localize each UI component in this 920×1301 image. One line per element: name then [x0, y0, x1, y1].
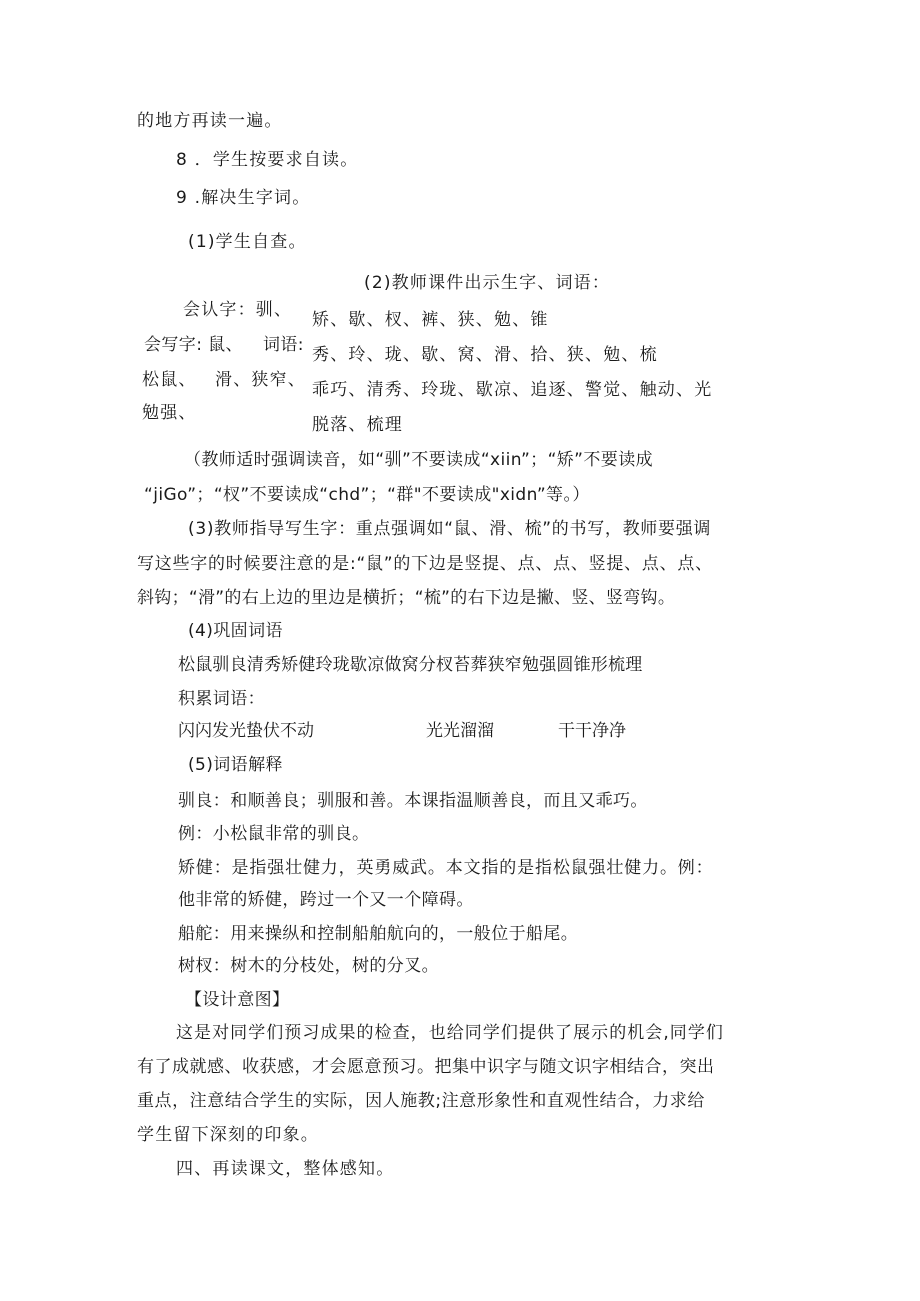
sub-item-2: (2)教师课件出示生字、词语： [364, 273, 611, 293]
example-line: 例：小松鼠非常的驯良。 [178, 824, 370, 844]
words-list: 乖巧、清秀、玲珑、歇凉、追逐、警觉、触动、光 [312, 380, 713, 400]
write-chars-label: 会写字: 鼠、 [144, 335, 243, 355]
word-songshu: 松鼠、 [142, 370, 197, 390]
text-line: 写这些字的时候要注意的是:“鼠”的下边是竖提、点、点、竖提、点、点、 [137, 554, 713, 574]
words-label: 词语: [263, 335, 304, 355]
words-list-cont: 脱落、梳理 [312, 415, 403, 435]
design-intent-heading: 【设计意图】 [185, 990, 290, 1010]
accumulate-words-label: 积累词语： [178, 689, 265, 709]
definition-jiaojian: 矫健：是指强壮健力，英勇威武。本文指的是指松鼠强壮健力。例： [178, 858, 714, 878]
word-mianqiang: 勉强、 [142, 403, 197, 423]
pronunciation-note: （教师适时强调读音，如“驯”不要读成“xiin”；“矫”不要读成 [184, 450, 653, 470]
text-line: 的地方再读一遍。 [137, 111, 283, 131]
text-line: 重点，注意结合学生的实际，因人施教;注意形象性和直观性结合，力求给 [137, 1091, 705, 1111]
text-line: 斜钩；“滑”的右上边的里边是横折；“梳”的右下边是撇、竖、竖弯钩。 [137, 588, 676, 608]
idiom-2: 光光溜溜 [426, 721, 494, 741]
definition-xunliang: 驯良：和顺善良；驯服和善。本课指温顺善良，而且又乖巧。 [178, 791, 648, 811]
section-heading-4: 四、再读课文，整体感知。 [176, 1159, 395, 1179]
recognize-chars-label: 会认字：驯、 [183, 300, 293, 320]
sub-item-3: (3)教师指导写生字：重点强调如“鼠、滑、梳”的书写，教师要强调 [188, 519, 712, 539]
text-line: 这是对同学们预习成果的检查，也给同学们提供了展示的机会,同学们 [176, 1023, 724, 1043]
pronunciation-note-cont: “jiGo”；“杈”不要读成“chd”；“群"不要读成"xidn”等。） [144, 485, 590, 505]
definition-shucha: 树杈：树木的分枝处，树的分叉。 [178, 956, 439, 976]
definition-jiaojian-cont: 他非常的矫健，跨过一个又一个障碍。 [178, 890, 474, 910]
text-line: 有了成就感、收获感，才会愿意预习。把集中识字与随文识字相结合，突出 [137, 1057, 715, 1077]
consolidate-words: 松鼠驯良清秀矫健玲珑歇凉做窝分杈苔葬狭窄勉强圆锥形梳理 [178, 655, 643, 675]
sub-item-4: (4)巩固词语 [188, 621, 283, 641]
recognize-chars-list: 矫、歇、杈、裤、狭、勉、锥 [312, 310, 549, 330]
text-line: 学生留下深刻的印象。 [137, 1125, 319, 1145]
idiom-3: 干干净净 [558, 721, 626, 741]
write-chars-list: 秀、玲、珑、歇、窝、滑、拾、狭、勉、梳 [312, 345, 658, 365]
idiom-1: 闪闪发光蛰伏不动 [178, 721, 314, 741]
definition-chuanduo: 船舵：用来操纵和控制船舶航向的，一般位于船尾。 [178, 924, 579, 944]
list-item-8: 8 ．学生按要求自读。 [176, 150, 359, 170]
word-hua-xiazhai: 滑、狭窄、 [215, 370, 306, 390]
list-item-9: 9 .解决生字词。 [176, 188, 311, 208]
sub-item-5: (5)词语解释 [188, 755, 283, 775]
sub-item-1: (1)学生自查。 [188, 232, 307, 252]
